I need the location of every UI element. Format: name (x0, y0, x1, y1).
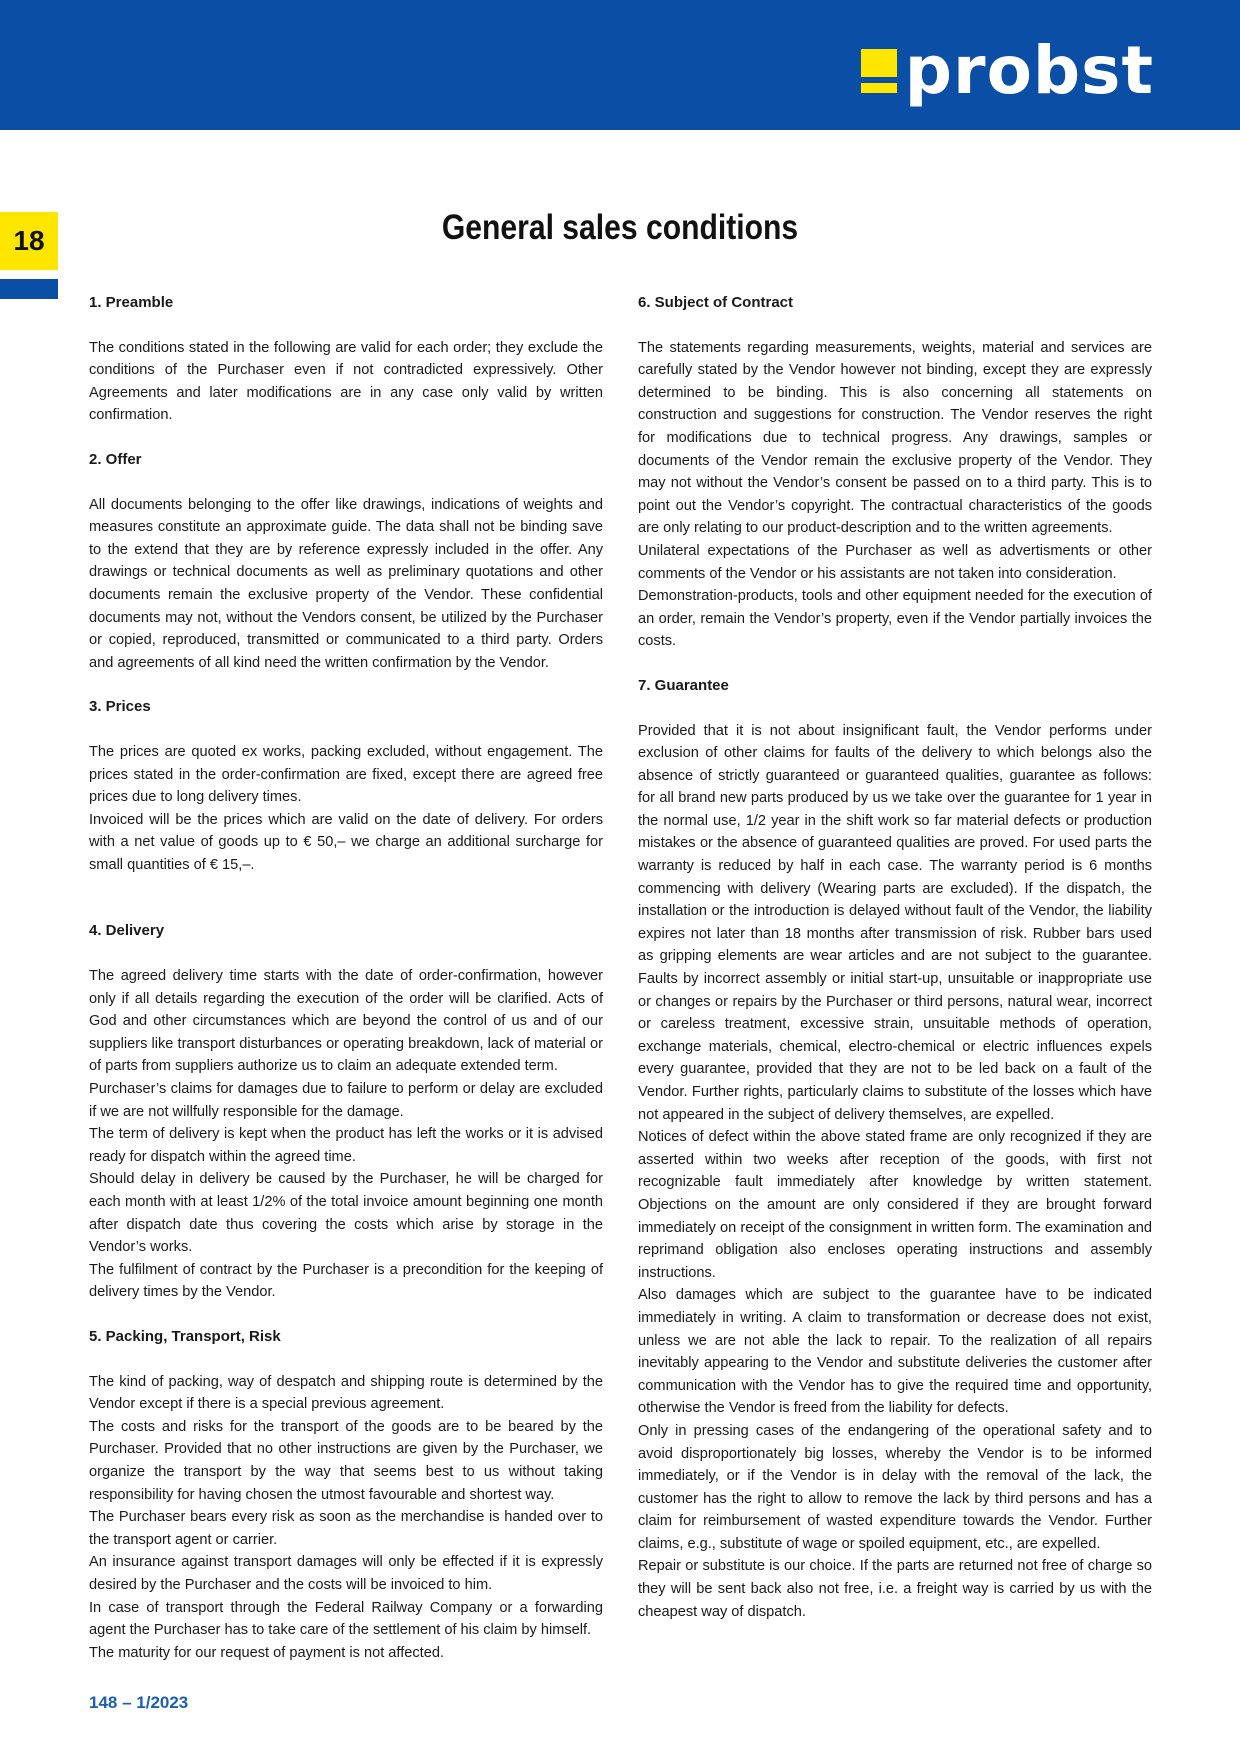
section-paragraph: The statements regarding measurements, weights, material and services are carefully stated by the Vendor however not binding, except they are expressly determined to be binding. This is also concerning all statements on construction and suggestions for construction. The Vendor reserves the right for modifications due to technical progress. Any drawings, samples or documents of the Vendor remain the exclusive property of the Vendor. They may not without the Vendor’s consent be passed on to a third party. This is to point out the Vendor’s copyright. The contractual characteristics of the goods are only relating to our product-description and to the written agreements. (638, 339, 1152, 537)
section-paragraph: Unilateral expectations of the Purchaser as well as advertisments or other comments of the Vendor or his assistants are not taken into consideration. (638, 542, 1152, 582)
section-paragraph: Provided that it is not about insignificant fault, the Vendor performs under exclusion of other claims for faults of the delivery to which belongs also the absence of strictly guaranteed or guaranteed qualities, guarantee as follows: for all brand new parts produced by us we take over the guarantee for 1 year in the normal use, 1/2 year in the shift work so far material defects or production mistakes or the absence of guaranteed qualities are proved. For used parts the warranty is reduced by half in each case. The warranty period is 6 months commencing with delivery (Wearing parts are excluded). If the dispatch, the installation or the introduction is delayed without fault of the Vendor, the liability expires not later than 18 months after transmission of risk. Rubber bars used as gripping elements are wear articles and are not subject to the guarantee. Faults by incorrect assembly or initial start-up, unsuitable or inappropriate use or changes or repairs by the Purchaser or third persons, natural wear, incorrect or careless treatment, excessive strain, unsuitable methods of operation, exchange materials, chemical, electro-chemical or electric influences expels every guarantee, provided that they are not to be led back on a fault of the Vendor. Further rights, particularly claims to substitute of the losses which have not appeared in the subject of delivery themselves, are expelled. (638, 722, 1152, 1123)
section-heading: 3. Prices (89, 698, 151, 716)
section-paragraph: Demonstration-products, tools and other equipment needed for the execution of an order, remain the Vendor’s property, even if the Vendor partially invoices the costs. (638, 588, 1152, 650)
section (638, 292, 1152, 653)
left-column (89, 292, 603, 1686)
section-paragraph: Notices of defect within the above stated frame are only recognized if they are asserted within two weeks after reception of the goods, with first not recognizable fault immediately after knowledge by written statement. Objections on the amount are only considered if they are brought forward immediately on receipt of the consignment in written form. The examination and reprimand obligation also encloses operating instructions and assembly instructions. (638, 1129, 1152, 1281)
logo-mark-icon (861, 49, 897, 93)
section-paragraph: Purchaser’s claims for damages due to failure to perform or delay are excluded if we are not willfully responsible for the damage. (89, 1081, 603, 1120)
section-paragraph: Also damages which are subject to the guarantee have to be indicated immediately in writing. A claim to transformation or decrease does not exist, unless we are not able the lack to repair. To the realization of all repairs inevitably appearing to the Vendor and substitute deliveries the customer after communication with the Vendor has to give the required time and opportunity, otherwise the Vendor is freed from the liability for defects. (638, 1287, 1152, 1417)
page-tab-bar (0, 279, 58, 299)
section-paragraph: The agreed delivery time starts with the date of order-confirmation, however only if all details regarding the execution of the order will be clarified. Acts of God and other circumstances which are beyond the control of us and of our suppliers like transport disturbances or operating breakdown, lack of material or of parts from suppliers authorize us to claim an adequate extended term. (89, 968, 603, 1075)
section-paragraph: Only in pressing cases of the endangering of the operational safety and to avoid disproportionately big losses, whereby the Vendor is to be informed immediately, or if the Vendor is in delay with the removal of the lack, the customer has the right to allow to remove the lack by third persons and has a claim for reimbursement of wasted expenditure towards the Vendor. Further claims, e.g., substitute of wage or spoiled equipment, etc., are expelled. (638, 1422, 1152, 1552)
section (89, 696, 603, 876)
page-footer: 148 – 1/2023 (89, 1693, 189, 1712)
section-paragraph: Repair or substitute is our choice. If the parts are returned not free of charge so they will be sent back also not free, i.e. a freight way is carried by us with the cheapest way of dispatch. (638, 1558, 1152, 1620)
section-heading: 1. Preamble (89, 294, 174, 311)
section-paragraph: The Purchaser bears every risk as soon as the merchandise is handed over to the transport agent or carrier. (89, 1509, 603, 1548)
section-paragraph: The term of delivery is kept when the product has left the works or it is advised ready for dispatch within the agreed time. (89, 1126, 603, 1165)
brand-name: probst (904, 32, 1154, 109)
section-paragraph: All documents belonging to the offer like drawings, indications of weights and measures constitute an approximate guide. The data shall not be binding save to the extend that they are by reference expressly included in the offer. Any drawings or technical documents as well as preliminary quotations and other documents remain the exclusive property of the Vendor. These confidential documents may not, without the Vendors consent, be utilized by the Purchaser or copied, reproduced, transmitted or communicated to a third party. Orders and agreements of all kind need the written confirmation by the Vendor. (89, 496, 603, 671)
section-paragraph: The fulfilment of contract by the Purchaser is a precondition for the keeping of delivery times by the Vendor. (89, 1261, 603, 1301)
section (89, 292, 603, 427)
section-paragraph: The maturity for our request of payment is not affected. (89, 1644, 445, 1661)
section (638, 675, 1152, 1623)
right-column (638, 292, 1152, 1645)
section (89, 920, 603, 1304)
section-paragraph: Should delay in delivery be caused by the Purchaser, he will be charged for each month with at least 1/2% of the total invoice amount beginning one month after dispatch date thus covering the costs which arise by storage in the Vendor’s works. (89, 1171, 603, 1256)
section-paragraph: The kind of packing, way of despatch and shipping route is determined by the Vendor except if there is a special previous agreement. (89, 1373, 603, 1413)
section-heading: 6. Subject of Contract (638, 294, 794, 311)
section (89, 1326, 603, 1664)
section (89, 449, 603, 674)
section-paragraph: An insurance against transport damages will only be effected if it is expressly desired by the Purchaser and the costs will be invoiced to him. (89, 1554, 603, 1593)
section-paragraph: The costs and risks for the transport of the goods are to be beared by the Purchaser. Provided that no other instructions are given by the Purchaser, we organize the transport by the way that seems best to us without taking responsibility for having chosen the utmost favourable and shortest way. (89, 1418, 603, 1503)
header-bar (0, 0, 1240, 130)
section-heading: 2. Offer (89, 450, 142, 468)
section-paragraph: The prices are quoted ex works, packing excluded, without engagement. The prices stated in the order-confirmation are fixed, except there are agreed free prices due to long delivery times. (89, 743, 603, 806)
section-heading: 4. Delivery (89, 922, 165, 940)
section-paragraph: Invoiced will be the prices which are valid on the date of delivery. For orders with a net value of goods up to € 50,– we charge an additional surcharge for small quantities of € 15,–. (89, 811, 603, 873)
section-heading: 5. Packing, Transport, Risk (89, 1327, 281, 1345)
brand-logo (861, 32, 1154, 109)
section-paragraph: In case of transport through the Federal Railway Company or a forwarding agent the Purchaser has to take care of the settlement of his claim by himself. (89, 1599, 603, 1639)
page-tab-number: 18 (0, 212, 58, 270)
page-title: General sales conditions (441, 208, 799, 247)
section-heading: 7. Guarantee (638, 676, 729, 694)
section-paragraph: The conditions stated in the following are valid for each order; they exclude the conditions of the Purchaser even if not contradicted expressively. Other Agreements and later modifications are in any case only valid by written confirmation. (89, 339, 603, 424)
